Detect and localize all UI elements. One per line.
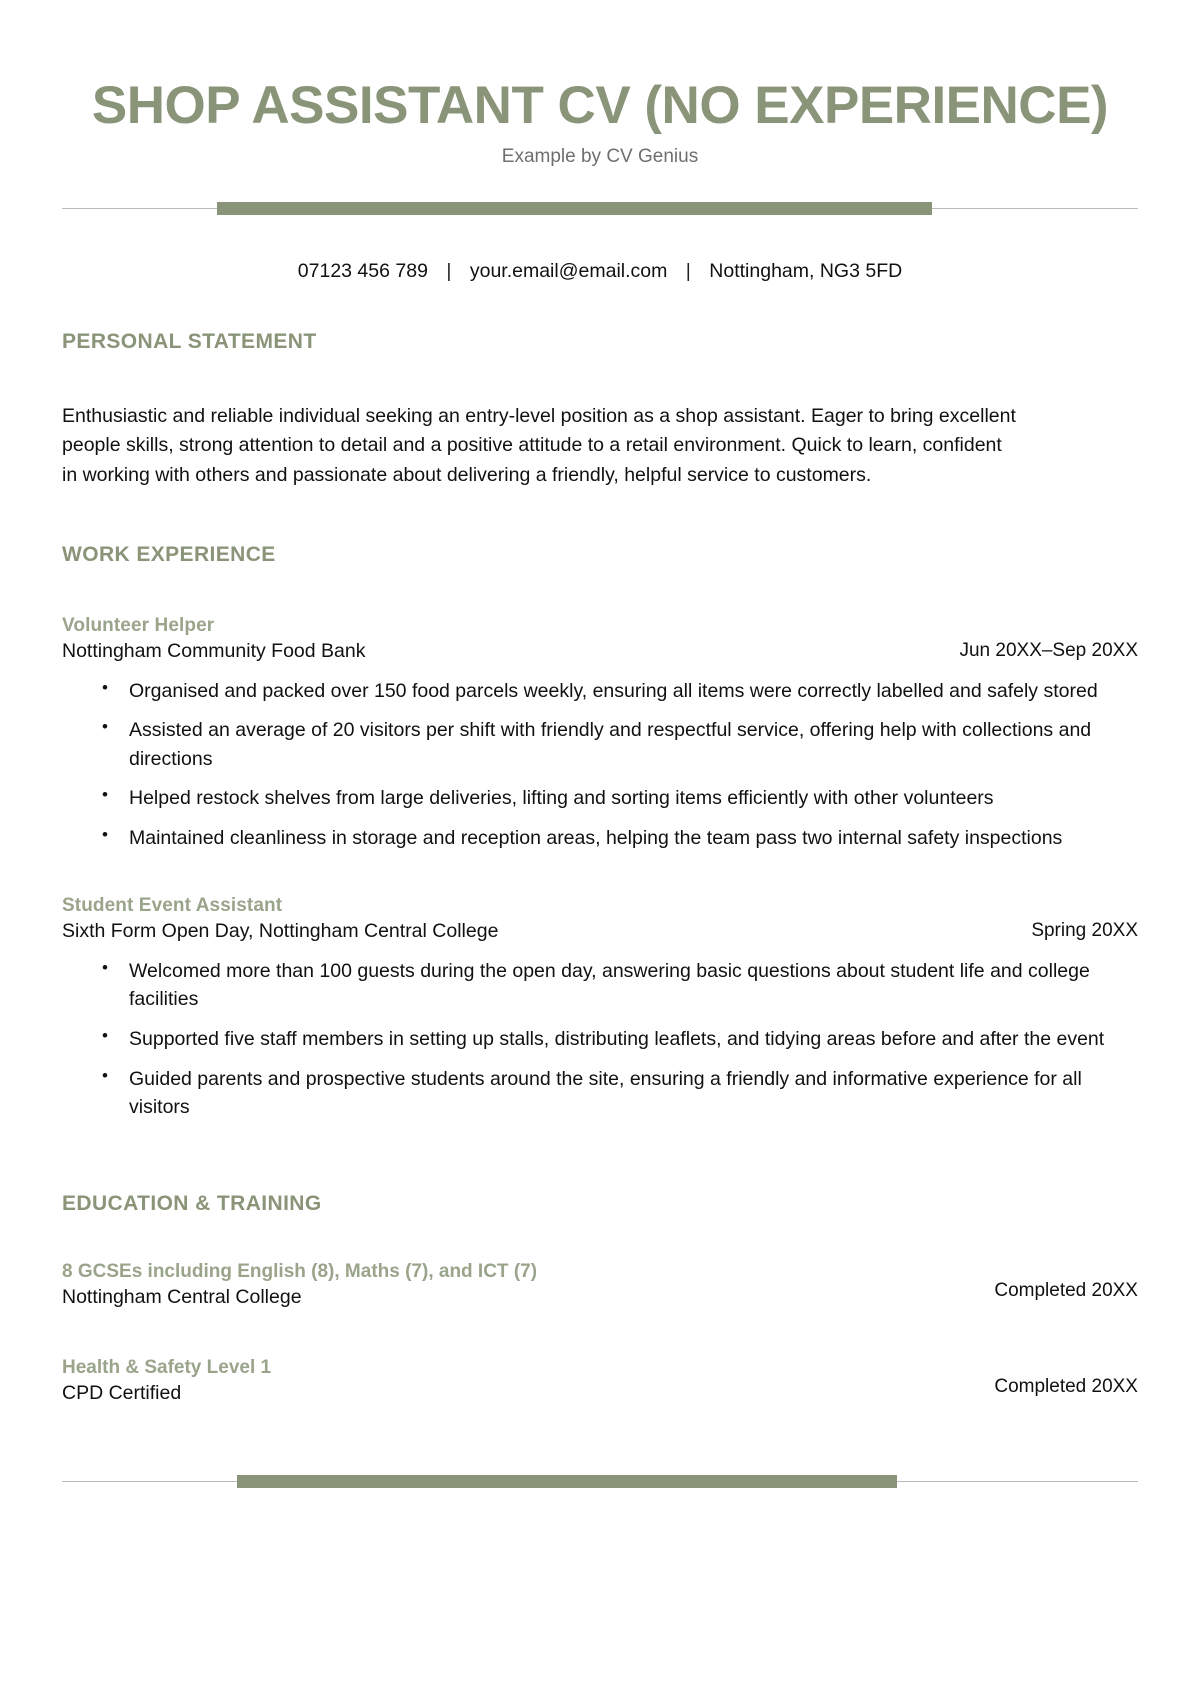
divider-accent-bar <box>237 1475 897 1488</box>
education-qualification: Health & Safety Level 1 <box>62 1357 272 1379</box>
work-entry-organisation: Sixth Form Open Day, Nottingham Central College <box>62 919 499 942</box>
list-item: • Welcomed more than 100 guests during the open day, answering basic questions about student life and college facilities <box>62 957 1112 1014</box>
section-work-experience <box>62 543 1138 1123</box>
work-entry-date: Spring 20XX <box>1031 919 1138 941</box>
education-entry-details <box>62 1261 537 1309</box>
section-personal-statement <box>62 330 1138 491</box>
work-entry-date: Jun 20XX–Sep 20XX <box>959 639 1138 661</box>
list-item: • Maintained cleanliness in storage and reception areas, helping the team pass two internal safety inspections <box>62 824 1112 853</box>
education-entry <box>62 1261 1138 1309</box>
education-date: Completed 20XX <box>994 1376 1138 1398</box>
list-item: • Assisted an average of 20 visitors per shift with friendly and respectful service, offering help with collections and directions <box>62 716 1112 773</box>
contact-phone: 07123 456 789 <box>297 259 428 282</box>
work-entry-meta <box>62 920 1138 943</box>
page-subtitle: Example by CV Genius <box>501 145 699 167</box>
education-entry-details <box>62 1357 271 1405</box>
education-date: Completed 20XX <box>994 1280 1138 1302</box>
contact-location: Nottingham, NG3 5FD <box>709 259 903 282</box>
section-heading-work-experience: WORK EXPERIENCE <box>62 542 276 566</box>
work-entry-role: Student Event Assistant <box>62 894 283 916</box>
contact-separator-1: | <box>446 259 452 282</box>
education-entry-row <box>62 1261 1138 1309</box>
section-heading-personal-statement: PERSONAL STATEMENT <box>62 329 317 353</box>
section-education-training <box>62 1192 1138 1405</box>
contact-info <box>62 260 1138 283</box>
work-entry-bullets <box>62 957 1138 1122</box>
contact-separator-2: | <box>685 259 691 282</box>
work-entry <box>62 895 1138 1122</box>
work-entry <box>62 615 1138 853</box>
list-item: • Organised and packed over 150 food parcels weekly, ensuring all items were correctly labelled and safely stored <box>62 677 1112 706</box>
education-qualification: 8 GCSEs including English (8), Maths (7), and ICT (7) <box>62 1261 538 1283</box>
education-entry <box>62 1357 1138 1405</box>
footer-divider <box>62 1475 1138 1489</box>
work-entry-bullets <box>62 677 1138 853</box>
list-item: • Guided parents and prospective students around the site, ensuring a friendly and informative experience for all visitors <box>62 1065 1112 1122</box>
work-entry-meta <box>62 640 1138 663</box>
contact-email: your.email@email.com <box>469 259 668 282</box>
section-heading-education-training: EDUCATION & TRAINING <box>62 1192 322 1216</box>
header-divider <box>62 202 1138 216</box>
divider-accent-bar <box>217 202 932 215</box>
personal-statement-text: Enthusiastic and reliable individual seeking an entry-level position as a shop assistant. Eager to bring excellent people skills, strong attention to detail and a positive attitude to a retail environment. Quick to learn, confident in working with others and passionate about delivering a friendly, helpful service to customers. <box>62 404 1016 486</box>
work-entry-role: Volunteer Helper <box>62 614 215 636</box>
work-entry-organisation: Nottingham Community Food Bank <box>62 639 366 662</box>
list-item: • Supported five staff members in setting up stalls, distributing leaflets, and tidying areas before and after the event <box>62 1025 1112 1054</box>
education-entry-row <box>62 1357 1138 1405</box>
list-item: • Helped restock shelves from large deliveries, lifting and sorting items efficiently with other volunteers <box>62 784 1112 813</box>
education-institution: CPD Certified <box>62 1382 182 1405</box>
education-institution: Nottingham Central College <box>62 1286 302 1309</box>
page-title: SHOP ASSISTANT CV (NO EXPERIENCE) <box>91 76 1109 135</box>
